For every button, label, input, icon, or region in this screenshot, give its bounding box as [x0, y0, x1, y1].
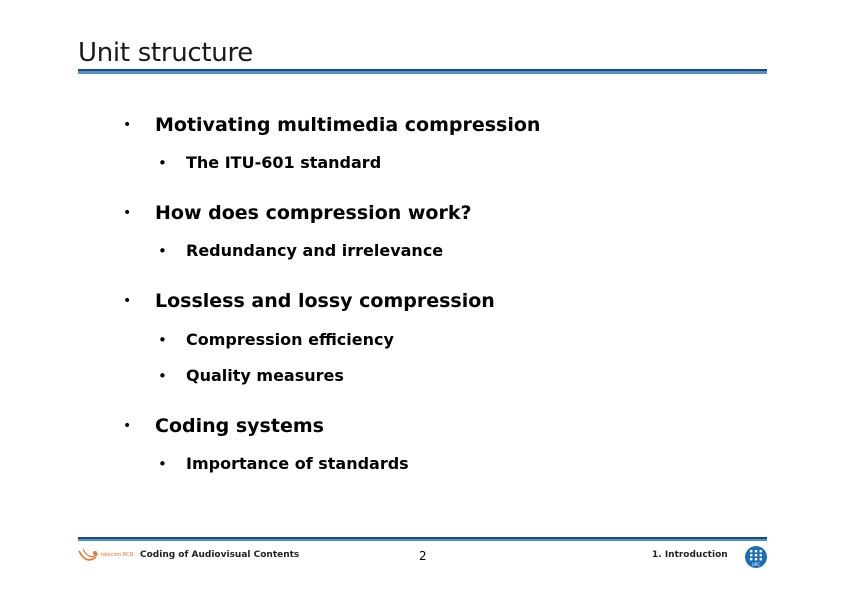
upc-logo-text: UPC [751, 562, 761, 567]
outline-item: How does compression work? [155, 202, 472, 224]
bullet-icon: • [158, 367, 167, 385]
bullet-icon: • [123, 117, 132, 133]
bullet-icon: • [158, 331, 167, 349]
telecom-bcn-logo-icon [76, 545, 134, 567]
footer-section: 1. Introduction [652, 550, 728, 560]
bullet-icon: • [123, 205, 132, 221]
bullet-icon: • [158, 242, 167, 260]
outline-subitem: Compression efficiency [186, 330, 394, 349]
outline-subitem: The ITU-601 standard [186, 153, 382, 172]
outline-subitem: Quality measures [186, 366, 344, 385]
telecom-logo-text: telecom BCN [101, 552, 134, 558]
bullet-icon: • [123, 293, 132, 309]
footer-course: Coding of Audiovisual Contents [140, 550, 300, 560]
outline-item: Motivating multimedia compression [155, 114, 541, 136]
bullet-icon: • [123, 418, 132, 434]
outline-item: Coding systems [155, 415, 324, 437]
title-rule-light [78, 71, 767, 74]
outline-subitem: Redundancy and irrelevance [186, 241, 444, 260]
slide-title: Unit structure [78, 38, 253, 68]
upc-logo-icon [744, 545, 768, 569]
bullet-icon: • [158, 455, 167, 473]
page-number: 2 [419, 549, 427, 563]
footer-rule-light [78, 539, 767, 541]
outline-item: Lossless and lossy compression [155, 290, 495, 312]
outline-subitem: Importance of standards [186, 454, 409, 473]
bullet-icon: • [158, 154, 167, 172]
